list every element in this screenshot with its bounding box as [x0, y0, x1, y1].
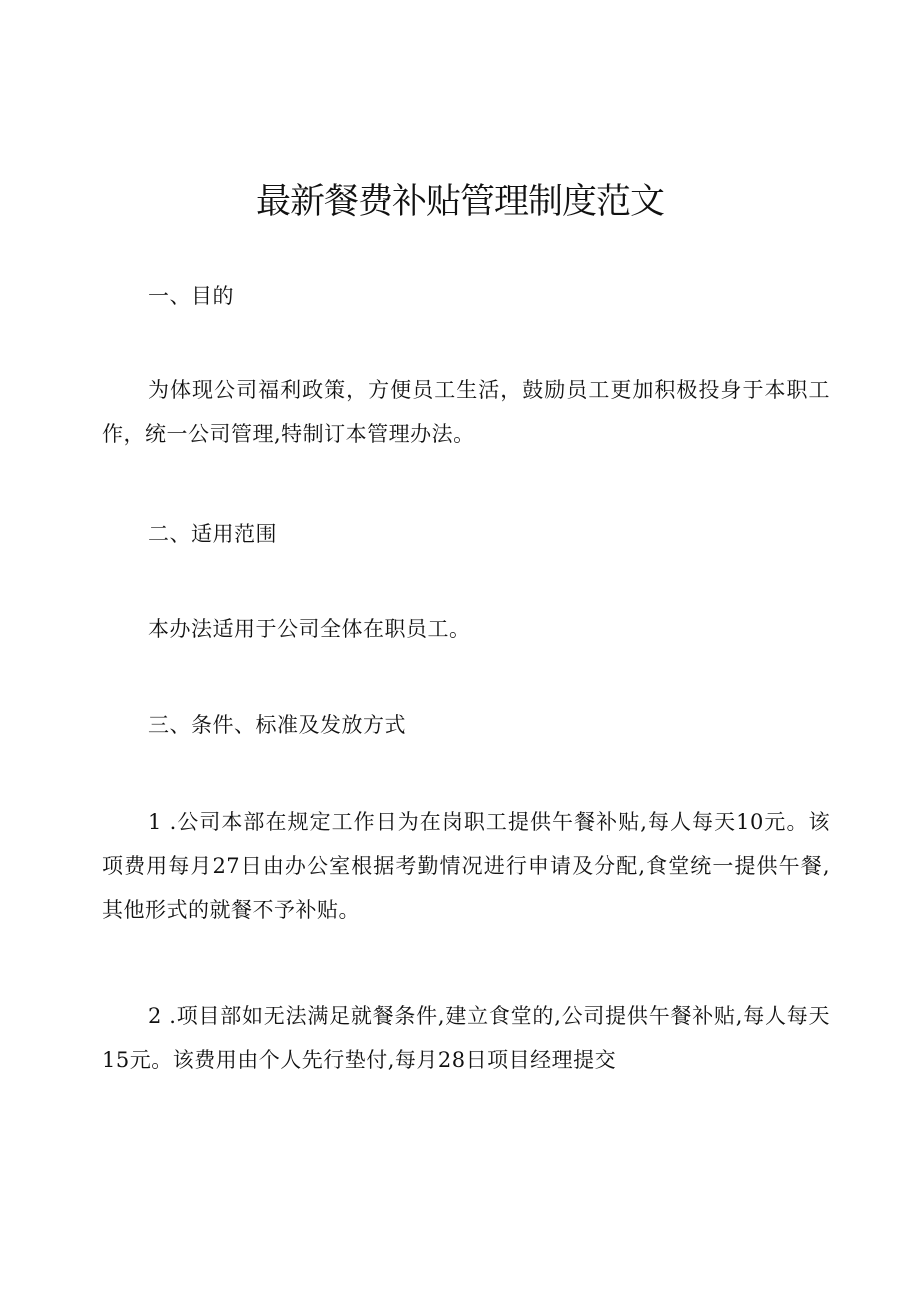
paragraph-item-2: 2 .项目部如无法满足就餐条件,建立食堂的,公司提供午餐补贴,每人每天15元。该费用由个人先行垫付,每月28日项目经理提交 — [102, 1004, 830, 1072]
paragraph-purpose: 为体现公司福利政策，方便员工生活，鼓励员工更加积极投身于本职工作，统一公司管理,特制订本管理办法。 — [102, 378, 830, 446]
paragraph-scope: 本办法适用于公司全体在职员工。 — [148, 617, 471, 641]
section-heading-conditions: 三、条件、标准及发放方式 — [148, 713, 406, 737]
section-heading-scope: 二、适用范围 — [148, 522, 277, 546]
document-title: 最新餐费补贴管理制度范文 — [255, 182, 664, 222]
section-heading-purpose: 一、目的 — [148, 284, 234, 308]
paragraph-item-1: 1 .公司本部在规定工作日为在岗职工提供午餐补贴,每人每天10元。该项费用每月27日由办公室根据考勤情况进行申请及分配,食堂统一提供午餐,其他形式的就餐不予补贴。 — [102, 810, 830, 922]
